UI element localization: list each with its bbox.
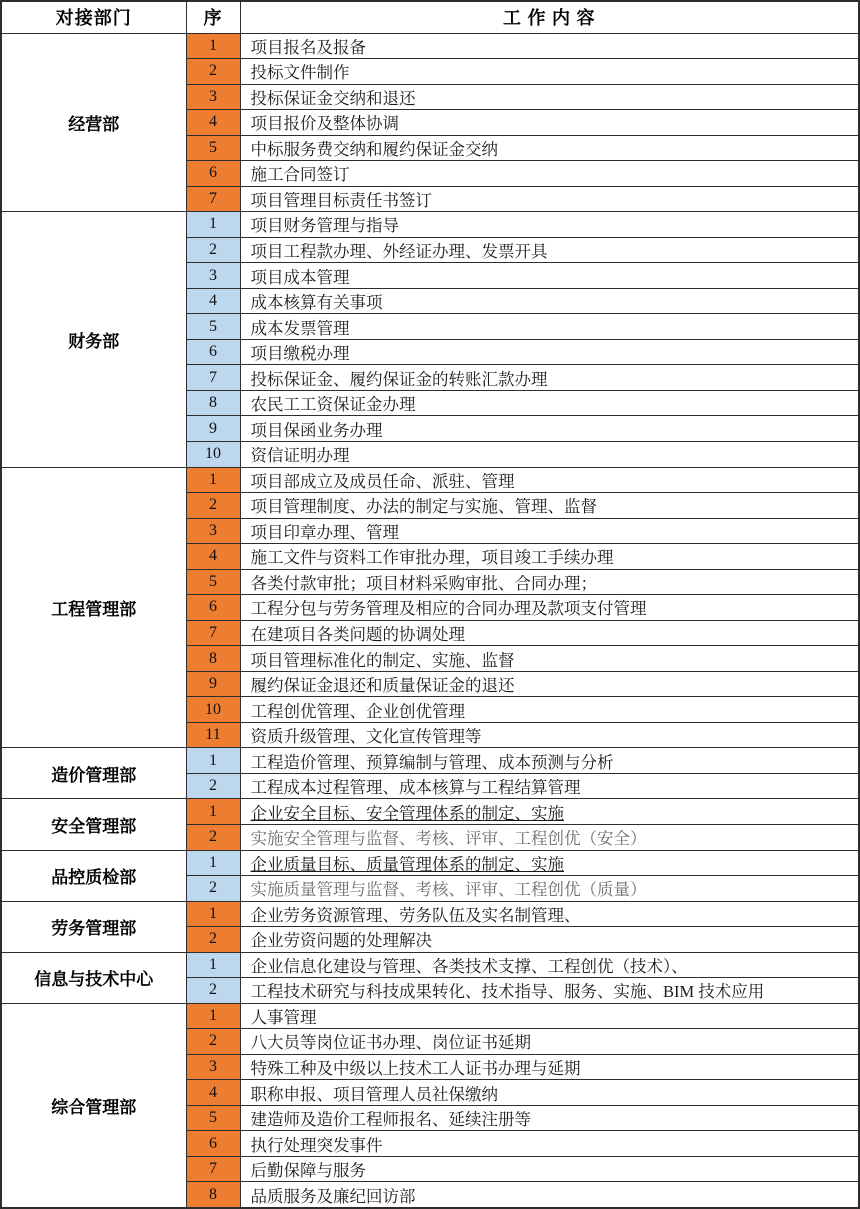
department-cell-anquanguanlibu: 安全管理部 [1,799,186,850]
table-row [1,467,859,493]
seq-cell: 5 [186,569,240,595]
seq-cell: 6 [186,339,240,365]
seq-cell: 8 [186,1182,240,1208]
department-cell-gongchengguanlibu: 工程管理部 [1,467,186,748]
work-content-cell: 品质服务及廉纪回访部 [240,1182,859,1208]
work-content-cell: 施工合同签订 [240,161,859,187]
work-content-cell: 项目印章办理、管理 [240,518,859,544]
department-cell-caiwubu: 财务部 [1,212,186,467]
seq-cell: 9 [186,671,240,697]
work-content-cell: 企业劳务资源管理、劳务队伍及实名制管理、 [240,901,859,927]
table-row [1,1003,859,1029]
work-content-cell: 企业信息化建设与管理、各类技术支撑、工程创优（技术）、 [240,952,859,978]
seq-cell: 1 [186,901,240,927]
work-content-cell: 施工文件与资料工作审批办理，项目竣工手续办理 [240,544,859,570]
work-content-cell: 项目工程款办理、外经证办理、发票开具 [240,237,859,263]
table-row [1,33,859,59]
seq-cell: 3 [186,84,240,110]
seq-cell: 2 [186,773,240,799]
table-row [1,952,859,978]
table-row [1,799,859,825]
seq-cell: 4 [186,1080,240,1106]
work-content-cell: 八大员等岗位证书办理、岗位证书延期 [240,1029,859,1055]
work-content-cell: 项目报名及报备 [240,33,859,59]
work-content-cell: 特殊工种及中级以上技术工人证书办理与延期 [240,1054,859,1080]
table-row [1,748,859,774]
seq-cell: 2 [186,59,240,85]
work-content-cell: 工程成本过程管理、成本核算与工程结算管理 [240,773,859,799]
work-content-cell: 项目部成立及成员任命、派驻、管理 [240,467,859,493]
department-cell-zaojiaguanlibu: 造价管理部 [1,748,186,799]
work-content-cell: 项目管理目标责任书签订 [240,186,859,212]
seq-cell: 5 [186,135,240,161]
work-content-cell: 执行处理突发事件 [240,1131,859,1157]
work-content-cell: 投标文件制作 [240,59,859,85]
seq-cell: 5 [186,314,240,340]
work-content-cell: 履约保证金退还和质量保证金的退还 [240,671,859,697]
seq-cell: 7 [186,620,240,646]
work-content-cell: 项目财务管理与指导 [240,212,859,238]
seq-cell: 2 [186,237,240,263]
work-content-cell: 项目保函业务办理 [240,416,859,442]
work-content-cell: 项目缴税办理 [240,339,859,365]
seq-cell: 3 [186,263,240,289]
work-content-cell: 工程创优管理、企业创优管理 [240,697,859,723]
seq-cell: 4 [186,110,240,136]
work-content-cell: 职称申报、项目管理人员社保缴纳 [240,1080,859,1106]
seq-cell: 8 [186,390,240,416]
work-content-cell: 工程造价管理、预算编制与管理、成本预测与分析 [240,748,859,774]
seq-cell: 1 [186,467,240,493]
work-content-cell: 工程技术研究与科技成果转化、技术指导、服务、实施、BIM 技术应用 [240,978,859,1004]
table-row [1,850,859,876]
work-content-cell: 实施安全管理与监督、考核、评审、工程创优（安全） [240,824,859,850]
work-content-cell: 中标服务费交纳和履约保证金交纳 [240,135,859,161]
seq-cell: 6 [186,161,240,187]
seq-cell: 1 [186,33,240,59]
seq-cell: 1 [186,212,240,238]
work-content-cell: 在建项目各类问题的协调处理 [240,620,859,646]
header-row [1,1,859,33]
department-cell-jingyingbu: 经营部 [1,33,186,212]
work-content-cell: 企业质量目标、质量管理体系的制定、实施 [240,850,859,876]
work-content-cell: 企业安全目标、安全管理体系的制定、实施 [240,799,859,825]
seq-cell: 1 [186,748,240,774]
work-content-cell: 项目报价及整体协调 [240,110,859,136]
seq-cell: 2 [186,493,240,519]
seq-cell: 7 [186,365,240,391]
seq-cell: 2 [186,1029,240,1055]
work-content-cell: 建造师及造价工程师报名、延续注册等 [240,1105,859,1131]
work-content-cell: 项目成本管理 [240,263,859,289]
seq-cell: 10 [186,442,240,468]
seq-cell: 7 [186,1156,240,1182]
seq-cell: 1 [186,850,240,876]
header-department: 对接部门 [1,1,186,33]
work-content-cell: 企业劳资问题的处理解决 [240,927,859,953]
work-content-cell: 成本核算有关事项 [240,288,859,314]
seq-cell: 7 [186,186,240,212]
seq-cell: 6 [186,595,240,621]
seq-cell: 4 [186,288,240,314]
seq-cell: 2 [186,824,240,850]
work-content-cell: 人事管理 [240,1003,859,1029]
seq-cell: 1 [186,952,240,978]
header-seq: 序 [186,1,240,33]
work-content-cell: 投标保证金交纳和退还 [240,84,859,110]
department-cell-xinxiyujishuzhongxin: 信息与技术中心 [1,952,186,1003]
work-content-cell: 项目管理标准化的制定、实施、监督 [240,646,859,672]
work-content-cell: 各类付款审批；项目材料采购审批、合同办理； [240,569,859,595]
work-content-cell: 工程分包与劳务管理及相应的合同办理及款项支付管理 [240,595,859,621]
table-row [1,901,859,927]
work-content-cell: 农民工工资保证金办理 [240,390,859,416]
work-content-cell: 后勤保障与服务 [240,1156,859,1182]
department-cell-laowuguanlibu: 劳务管理部 [1,901,186,952]
seq-cell: 1 [186,799,240,825]
seq-cell: 9 [186,416,240,442]
work-content-cell: 投标保证金、履约保证金的转账汇款办理 [240,365,859,391]
header-content: 工 作 内 容 [240,1,859,33]
seq-cell: 8 [186,646,240,672]
work-content-cell: 项目管理制度、办法的制定与实施、管理、监督 [240,493,859,519]
seq-cell: 1 [186,1003,240,1029]
seq-cell: 2 [186,978,240,1004]
work-content-cell: 资信证明办理 [240,442,859,468]
seq-cell: 4 [186,544,240,570]
seq-cell: 6 [186,1131,240,1157]
seq-cell: 11 [186,722,240,748]
seq-cell: 3 [186,518,240,544]
department-cell-pinkongzhijianbu: 品控质检部 [1,850,186,901]
table-row [1,212,859,238]
work-content-cell: 实施质量管理与监督、考核、评审、工程创优（质量） [240,876,859,902]
seq-cell: 3 [186,1054,240,1080]
seq-cell: 5 [186,1105,240,1131]
work-content-cell: 成本发票管理 [240,314,859,340]
seq-cell: 2 [186,927,240,953]
work-content-cell: 资质升级管理、文化宣传管理等 [240,722,859,748]
seq-cell: 10 [186,697,240,723]
department-cell-zongheguanlibu: 综合管理部 [1,1003,186,1208]
seq-cell: 2 [186,876,240,902]
